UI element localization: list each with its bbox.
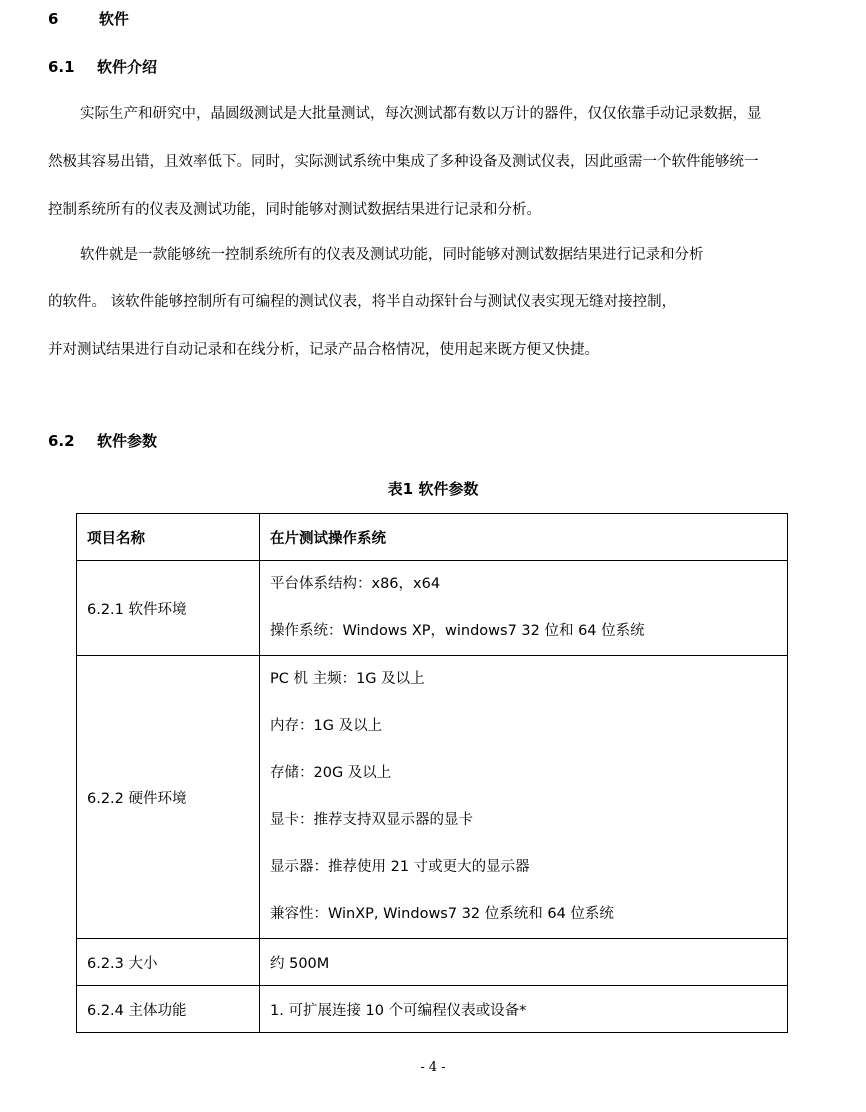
paragraph-line: 的软件。 该软件能够控制所有可编程的测试仪表，将半自动探针台与测试仪表实现无缝对接控制， bbox=[48, 294, 677, 310]
section-heading bbox=[48, 8, 129, 29]
subsection-heading-params bbox=[48, 430, 157, 451]
header-cell: 在片测试操作系统 bbox=[260, 514, 788, 561]
row-label: 6.2.1 软件环境 bbox=[77, 561, 260, 656]
subsection-number: 6.1 bbox=[48, 58, 75, 76]
row-value bbox=[260, 656, 788, 939]
table-header-row bbox=[77, 514, 788, 561]
value-line: 平台体系结构：x86，x64 bbox=[270, 576, 441, 592]
software-params-table bbox=[76, 513, 788, 1033]
value-line: 操作系统：Windows XP，windows7 32 位和 64 位系统 bbox=[270, 623, 645, 639]
value-line: 内存：1G 及以上 bbox=[270, 718, 383, 734]
row-value: 约 500M bbox=[260, 939, 788, 986]
value-line: PC 机 主频：1G 及以上 bbox=[270, 671, 425, 687]
paragraph-line: 控制系统所有的仪表及测试功能，同时能够对测试数据结果进行记录和分析。 bbox=[48, 202, 541, 218]
paragraph-line: 并对测试结果进行自动记录和在线分析，记录产品合格情况，使用起来既方便又快捷。 bbox=[48, 342, 599, 358]
value-line: 显示器：推荐使用 21 寸或更大的显示器 bbox=[270, 859, 530, 875]
subsection-title: 软件介绍 bbox=[97, 58, 158, 76]
paragraph-line: 实际生产和研究中，晶圆级测试是大批量测试，每次测试都有数以万计的器件，仅仅依靠手动记录数据，显 bbox=[80, 106, 762, 122]
paragraph-line: 然极其容易出错，且效率低下。同时，实际测试系统中集成了多种设备及测试仪表，因此亟需一个软件能够统一 bbox=[48, 154, 759, 170]
row-value: 1. 可扩展连接 10 个可编程仪表或设备* bbox=[260, 986, 788, 1033]
page-number: - 4 - bbox=[420, 1060, 446, 1075]
table-row bbox=[77, 561, 788, 656]
subsection-number: 6.2 bbox=[48, 432, 75, 450]
table-row bbox=[77, 939, 788, 986]
table-caption: 表1 软件参数 bbox=[387, 480, 479, 498]
table-row bbox=[77, 656, 788, 939]
row-label: 6.2.3 大小 bbox=[77, 939, 260, 986]
section-title: 软件 bbox=[98, 10, 129, 28]
row-label: 6.2.2 硬件环境 bbox=[77, 656, 260, 939]
row-label: 6.2.4 主体功能 bbox=[77, 986, 260, 1033]
subsection-heading-intro bbox=[48, 56, 157, 77]
header-cell: 项目名称 bbox=[77, 514, 260, 561]
section-number: 6 bbox=[48, 10, 59, 28]
value-line: 兼容性：WinXP, Windows7 32 位系统和 64 位系统 bbox=[270, 906, 614, 922]
value-line: 显卡：推荐支持双显示器的显卡 bbox=[270, 812, 473, 828]
subsection-title: 软件参数 bbox=[97, 432, 158, 450]
table-row bbox=[77, 986, 788, 1033]
value-line: 存储：20G 及以上 bbox=[270, 765, 392, 781]
paragraph-line: 软件就是一款能够统一控制系统所有的仪表及测试功能，同时能够对测试数据结果进行记录和分析 bbox=[80, 247, 704, 263]
row-value bbox=[260, 561, 788, 656]
